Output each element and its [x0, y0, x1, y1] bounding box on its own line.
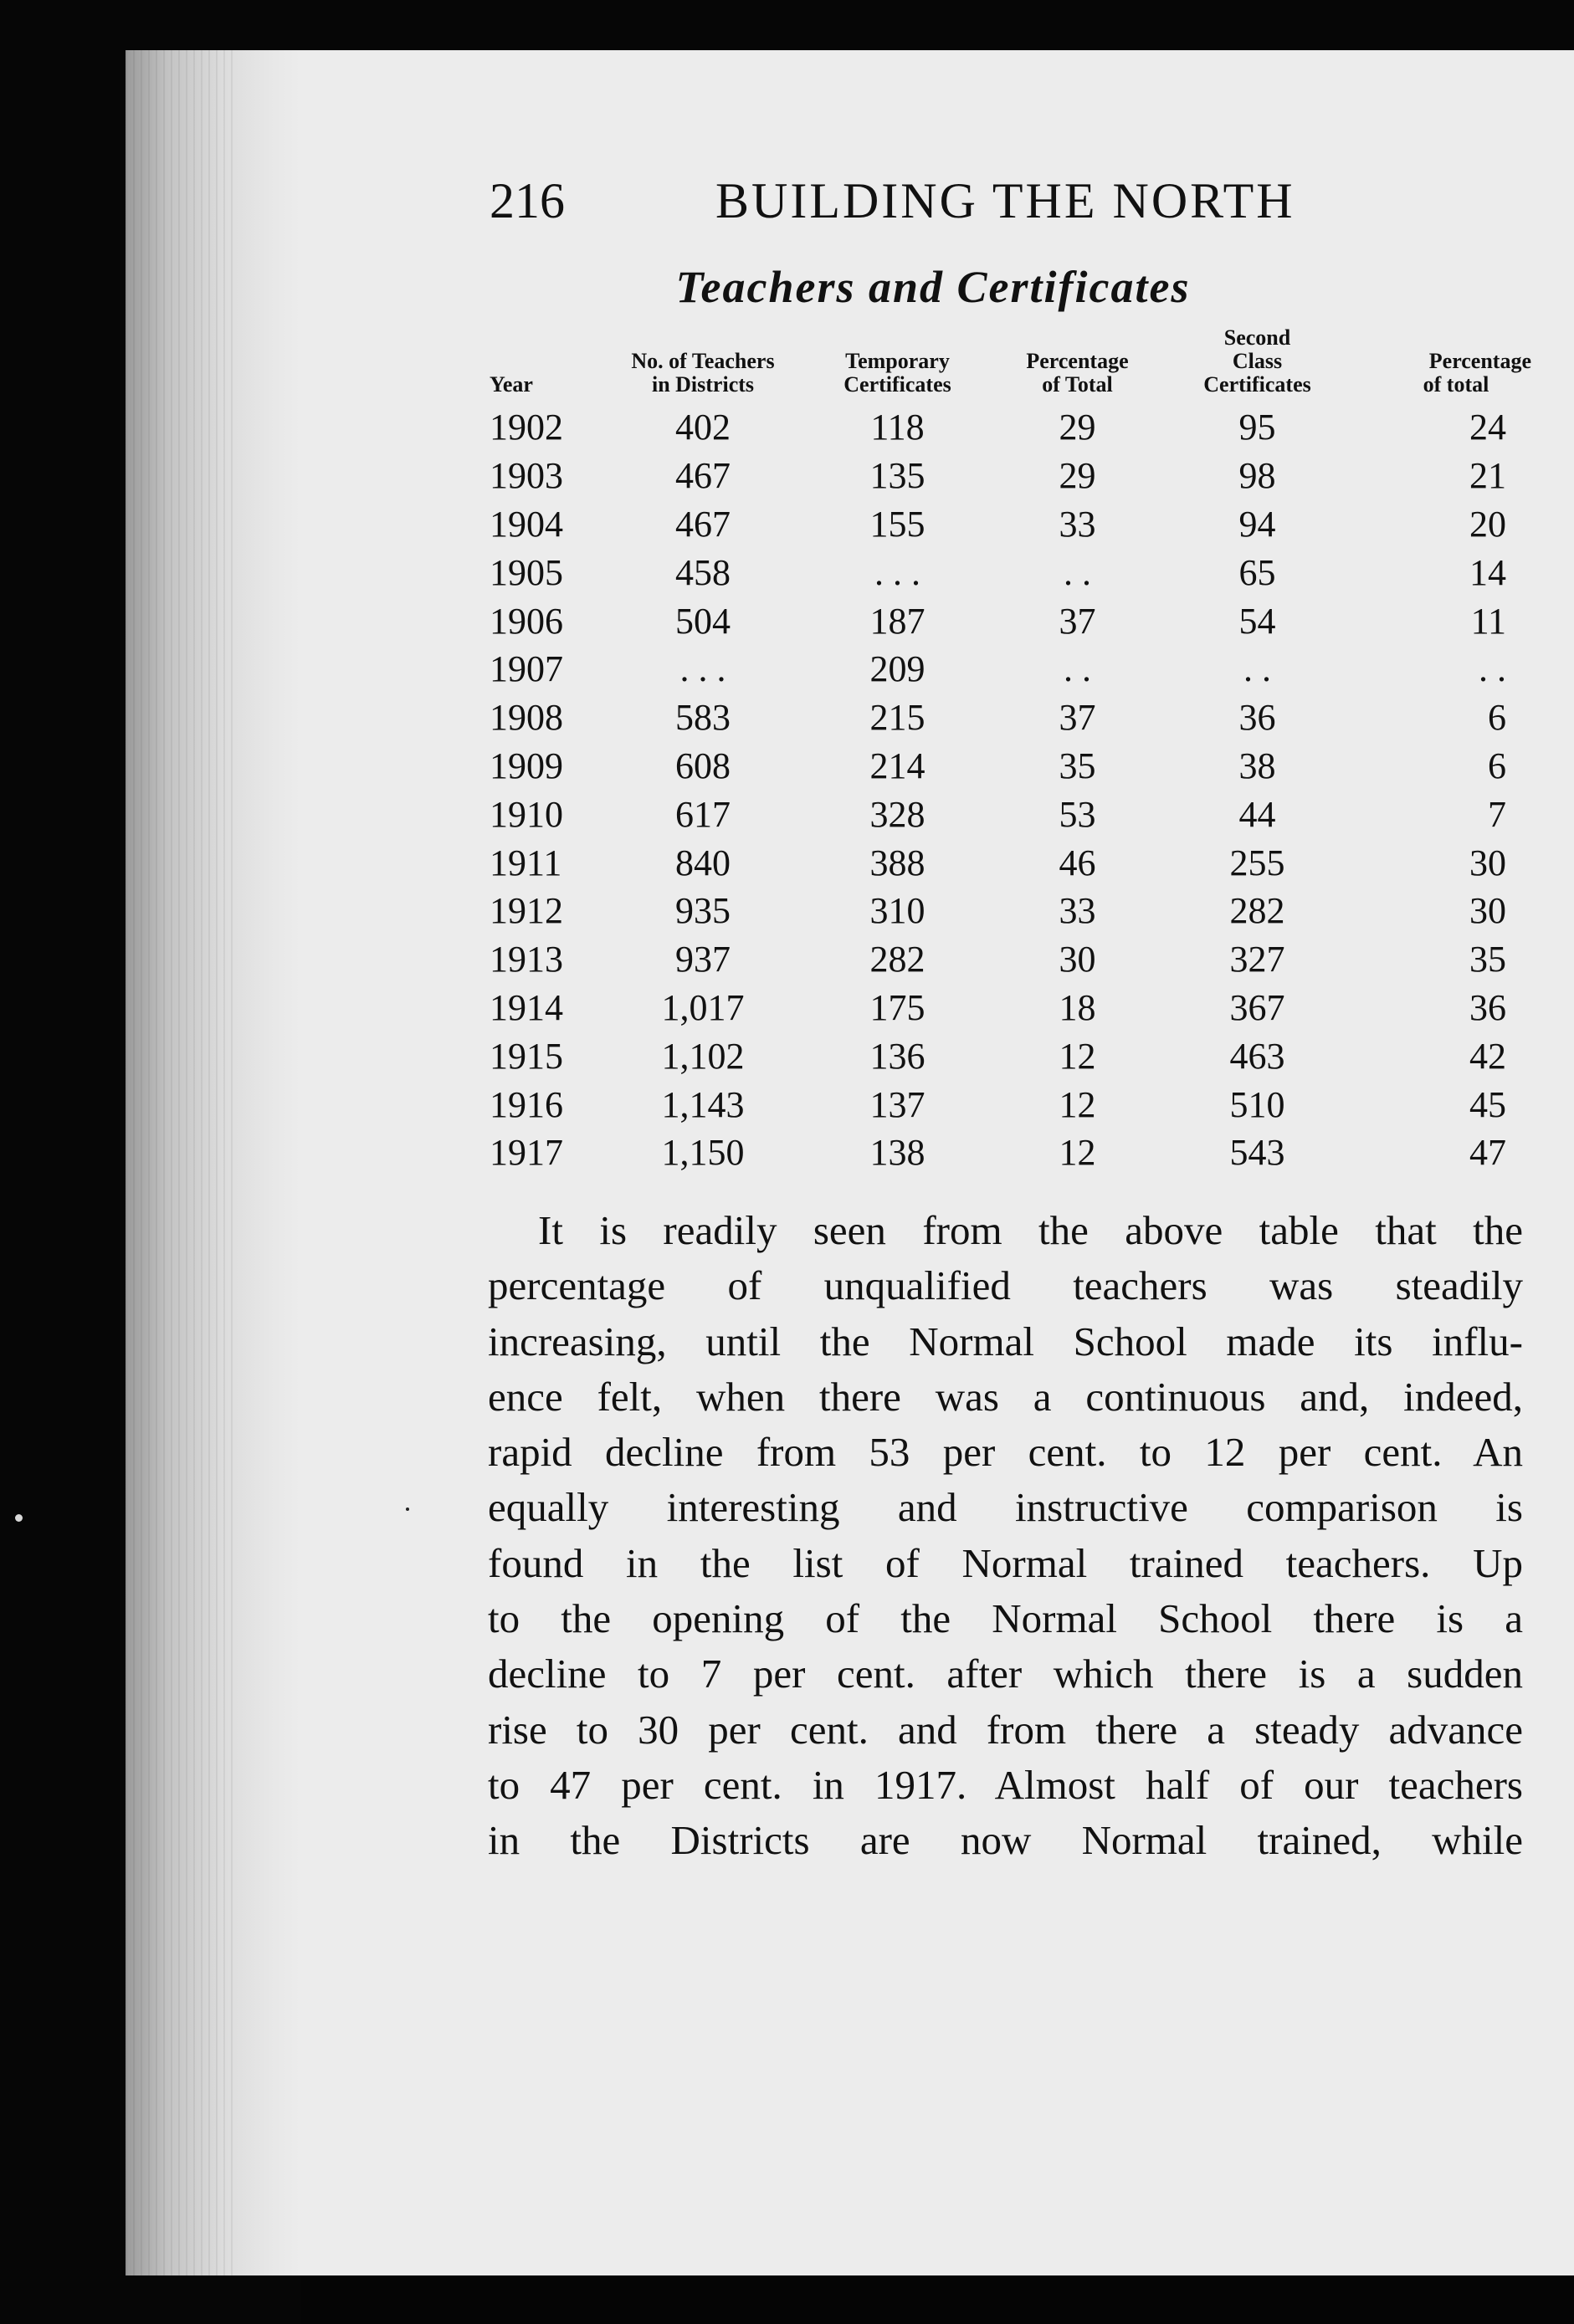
year-cell: 1911	[490, 842, 562, 883]
table-cell: 30	[1059, 939, 1096, 980]
table-cell: . . .	[874, 551, 920, 593]
table-cell: 583	[675, 697, 731, 739]
table-row	[490, 1031, 1531, 1080]
column-header: Second Class Certificates	[1203, 325, 1311, 397]
teachers-certificates-table	[490, 326, 1531, 1177]
table-row	[490, 403, 1531, 452]
text-line: ence felt, when there was a continuous and, indeed,	[488, 1373, 1523, 1420]
table-row	[490, 452, 1531, 500]
year-cell: 1917	[490, 1132, 563, 1174]
table-cell: 327	[1229, 939, 1285, 980]
table-row	[490, 984, 1531, 1032]
table-cell: 467	[675, 503, 731, 545]
table-cell: 458	[675, 551, 731, 593]
table-cell: 7	[1488, 793, 1506, 835]
table-row	[490, 694, 1531, 742]
table-cell: 65	[1238, 551, 1276, 593]
year-cell: 1909	[490, 745, 563, 786]
column-header: Percentage of total	[1423, 349, 1531, 397]
table-cell: 6	[1488, 745, 1506, 786]
table-cell: 45	[1469, 1083, 1506, 1125]
table-cell: 36	[1469, 986, 1506, 1028]
table-cell: 463	[1229, 1035, 1285, 1077]
table-cell: 282	[869, 939, 925, 980]
year-cell: 1905	[490, 551, 563, 593]
table-cell: 137	[869, 1083, 925, 1125]
scan-bottom-border	[301, 2275, 1574, 2324]
table-body	[490, 403, 1531, 1177]
table-cell: 30	[1469, 890, 1506, 932]
table-cell: 46	[1059, 842, 1096, 883]
table-cell: . .	[1479, 648, 1506, 690]
year-cell: 1912	[490, 890, 563, 932]
table-row	[490, 645, 1531, 694]
table-cell: 138	[869, 1132, 925, 1174]
running-head	[490, 171, 1377, 230]
table-row	[490, 790, 1531, 838]
table-row	[490, 1080, 1531, 1129]
table-cell: 54	[1238, 600, 1276, 642]
table-cell: 467	[675, 455, 731, 497]
table-cell: 29	[1059, 455, 1096, 497]
table-cell: . . .	[679, 648, 726, 690]
table-cell: 33	[1059, 503, 1096, 545]
table-cell: 215	[869, 697, 925, 739]
table-cell: 47	[1469, 1132, 1506, 1174]
table-cell: 209	[869, 648, 925, 690]
table-cell: 12	[1059, 1083, 1096, 1125]
table-cell: 95	[1238, 407, 1276, 448]
table-cell: 155	[869, 503, 925, 545]
table-cell: 328	[869, 793, 925, 835]
page-edge-texture	[126, 50, 234, 2275]
table-cell: 35	[1469, 939, 1506, 980]
table-cell: 388	[869, 842, 925, 883]
table-cell: 24	[1469, 407, 1506, 448]
table-cell: 402	[675, 407, 731, 448]
text-line: to the opening of the Normal School there is a	[488, 1595, 1523, 1642]
text-line: rise to 30 per cent. and from there a steady advance	[488, 1706, 1523, 1753]
table-cell: 937	[675, 939, 731, 980]
table-cell: 255	[1229, 842, 1285, 883]
text-line: rapid decline from 53 per cent. to 12 per cent. An	[488, 1429, 1523, 1476]
table-row	[490, 500, 1531, 549]
table-cell: 38	[1238, 745, 1276, 786]
table-row	[490, 887, 1531, 935]
table-cell: 282	[1229, 890, 1285, 932]
body-paragraph	[488, 1203, 1523, 1869]
year-cell: 1914	[490, 986, 563, 1028]
table-cell: 12	[1059, 1035, 1096, 1077]
table-cell: 29	[1059, 407, 1096, 448]
column-header: No. of Teachers in Districts	[631, 349, 775, 397]
book-title: BUILDING THE NORTH	[715, 173, 1295, 228]
page-number: 216	[490, 173, 565, 228]
year-cell: 1904	[490, 503, 563, 545]
text-line: found in the list of Normal trained teachers. Up	[488, 1539, 1523, 1586]
table-title: Teachers and Certificates	[675, 262, 1191, 312]
table-cell: 187	[869, 600, 925, 642]
text-line: percentage of unqualified teachers was steadily	[488, 1262, 1523, 1309]
text-line: decline to 7 per cent. after which there is a sudden	[488, 1651, 1523, 1697]
table-cell: 118	[870, 407, 925, 448]
table-cell: 310	[869, 890, 925, 932]
table-cell: 21	[1469, 455, 1506, 497]
table-row	[490, 935, 1531, 984]
table-cell: 18	[1059, 986, 1096, 1028]
year-cell: 1902	[490, 407, 563, 448]
text-line: to 47 per cent. in 1917. Almost half of our teachers	[488, 1761, 1523, 1808]
table-cell: . .	[1064, 551, 1091, 593]
text-line: equally interesting and instructive comparison is	[488, 1484, 1523, 1531]
text-line: in the Districts are now Normal trained, while	[488, 1817, 1523, 1864]
table-cell: 504	[675, 600, 731, 642]
table-cell: 1,143	[661, 1083, 745, 1125]
table-cell: 1,102	[661, 1035, 745, 1077]
table-header-row	[490, 326, 1531, 403]
table-cell: 935	[675, 890, 731, 932]
table-cell: 98	[1238, 455, 1276, 497]
table-cell: 6	[1488, 697, 1506, 739]
text-line: It is readily seen from the above table that the	[538, 1207, 1523, 1253]
year-cell: 1906	[490, 600, 563, 642]
text-line: increasing, until the Normal School made its influ-	[488, 1318, 1523, 1364]
table-row	[490, 596, 1531, 645]
year-cell: 1910	[490, 793, 563, 835]
table-cell: 1,017	[661, 986, 745, 1028]
table-cell: 214	[869, 745, 925, 786]
table-cell: 617	[675, 793, 731, 835]
year-cell: 1907	[490, 648, 563, 690]
column-header: Percentage of Total	[1026, 349, 1129, 397]
table-cell: 53	[1059, 793, 1096, 835]
table-cell: 37	[1059, 697, 1096, 739]
table-cell: . .	[1064, 648, 1091, 690]
table-cell: 543	[1229, 1132, 1285, 1174]
table-cell: 510	[1229, 1083, 1285, 1125]
table-cell: 840	[675, 842, 731, 883]
table-row	[490, 1129, 1531, 1177]
year-cell: 1915	[490, 1035, 563, 1077]
year-cell: 1903	[490, 455, 563, 497]
year-cell: 1916	[490, 1083, 563, 1125]
scan-speck	[15, 1514, 23, 1522]
table-cell: 608	[675, 745, 731, 786]
year-cell: 1908	[490, 697, 563, 739]
table-cell: 12	[1059, 1132, 1096, 1174]
table-row	[490, 548, 1531, 596]
table-cell: 20	[1469, 503, 1506, 545]
table-cell: 35	[1059, 745, 1096, 786]
table-cell: 44	[1238, 793, 1276, 835]
table-cell: 136	[869, 1035, 925, 1077]
table-row	[490, 838, 1531, 887]
table-cell: 30	[1469, 842, 1506, 883]
table-cell: 1,150	[661, 1132, 745, 1174]
table-cell: 367	[1229, 986, 1285, 1028]
column-header: Year	[490, 372, 533, 397]
year-cell: 1913	[490, 939, 563, 980]
column-header: Temporary Certificates	[843, 349, 951, 397]
scan-speck	[406, 1508, 409, 1511]
table-cell: 33	[1059, 890, 1096, 932]
table-cell: 37	[1059, 600, 1096, 642]
table-cell: 14	[1469, 551, 1506, 593]
table-cell: 135	[869, 455, 925, 497]
table-cell: 42	[1469, 1035, 1506, 1077]
table-cell: 175	[869, 986, 925, 1028]
table-cell: 94	[1238, 503, 1276, 545]
table-row	[490, 742, 1531, 791]
table-cell: 11	[1470, 600, 1506, 642]
table-cell: 36	[1238, 697, 1276, 739]
table-cell: . .	[1243, 648, 1271, 690]
